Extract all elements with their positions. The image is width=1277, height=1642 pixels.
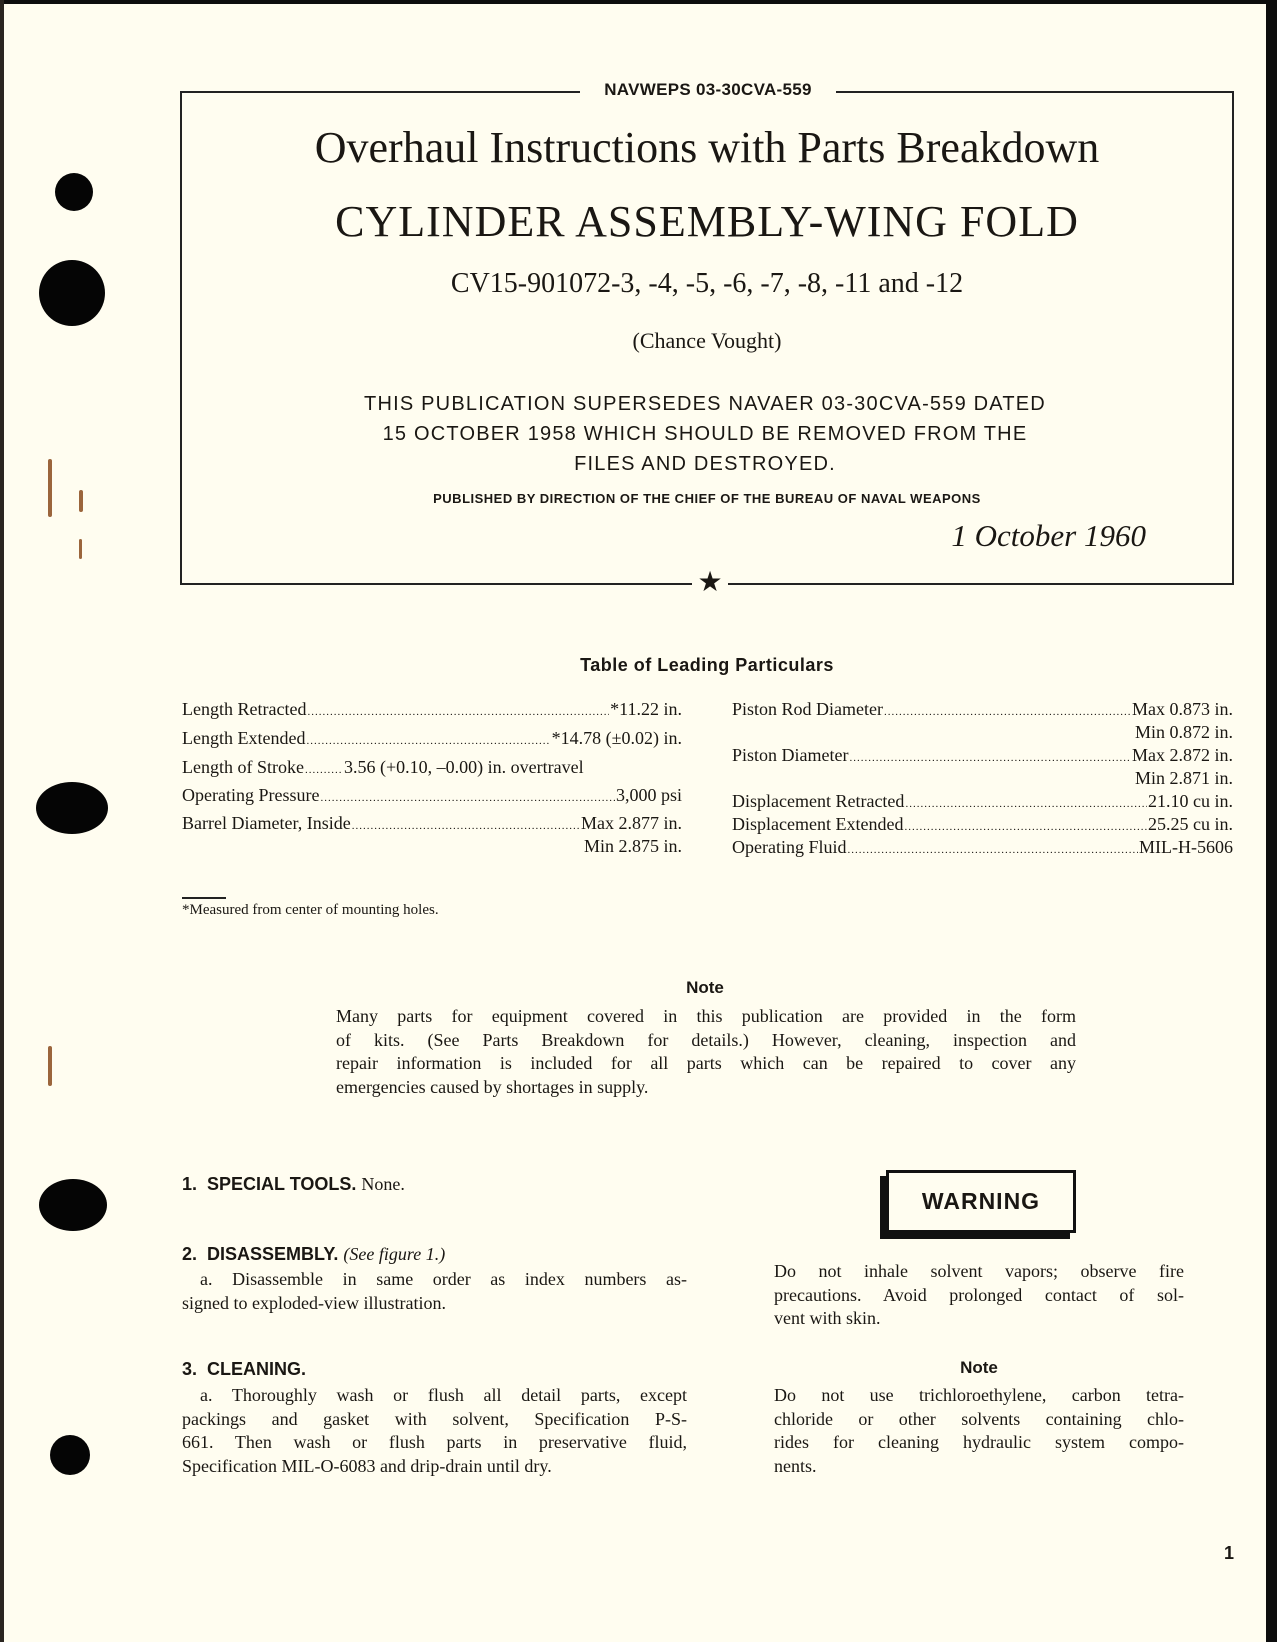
section-cleaning <box>182 1359 306 1380</box>
star-icon: ★ <box>697 567 723 598</box>
particular-label: Displacement Extended <box>732 814 904 834</box>
note-line: Many parts for equipment covered in this publication are provided in the form <box>336 1006 1076 1026</box>
particular-label: Piston Rod Diameter <box>732 699 883 719</box>
section-text: None. <box>361 1174 405 1194</box>
binder-hole-3 <box>36 782 108 834</box>
particular-row <box>182 785 682 808</box>
warning-line: precautions. Avoid prolonged contact of sol- <box>774 1284 1184 1305</box>
document-number: NAVWEPS 03-30CVA-559 <box>604 80 812 99</box>
leader-dots <box>352 820 580 832</box>
warning-line: Do not inhale solvent vapors; observe fire <box>774 1261 1184 1281</box>
part-numbers: CV15-901072-3, -4, -5, -6, -7, -8, -11 and -12 <box>450 268 964 299</box>
particulars-title: Table of Leading Particulars <box>580 655 834 675</box>
section-disassembly <box>182 1244 445 1265</box>
note-line: rides for cleaning hydraulic system compo- <box>774 1432 1184 1452</box>
leader-dots <box>848 844 1139 856</box>
note-line: Do not use trichloroethylene, carbon tetra- <box>774 1385 1184 1405</box>
particular-value: MIL-H-5606 <box>1139 837 1233 857</box>
particular-label: Piston Diameter <box>732 745 849 765</box>
note-line: chloride or other solvents containing chlo- <box>774 1408 1184 1429</box>
section-number: 3. <box>182 1359 198 1379</box>
particular-row <box>732 699 1233 722</box>
particular-sub-value: Min 0.872 in. <box>1134 722 1233 742</box>
para-line: packings and gasket with solvent, Specification P-S- <box>182 1408 687 1429</box>
particular-value: 21.10 cu in. <box>1148 791 1233 811</box>
particular-value: Max 0.873 in. <box>1132 699 1233 719</box>
particular-label: Operating Fluid <box>732 837 847 857</box>
binder-hole-2 <box>39 260 105 326</box>
particular-value: *11.22 in. <box>610 699 682 719</box>
particular-value: 25.25 cu in. <box>1148 814 1233 834</box>
section-number: 1. <box>182 1174 198 1194</box>
leader-dots <box>884 706 1131 718</box>
document-subject: CYLINDER ASSEMBLY-WING FOLD <box>335 197 1079 246</box>
note-line: emergencies caused by shortages in supply. <box>336 1076 649 1097</box>
note-line: nents. <box>774 1455 817 1476</box>
particular-label: Length Extended <box>182 728 306 748</box>
supersedes-notice <box>320 389 1090 479</box>
section-title: DISASSEMBLY. <box>207 1244 339 1264</box>
para-line: a. Disassemble in same order as index numbers as- <box>200 1269 687 1289</box>
supersedes-line: 15 OCTOBER 1958 WHICH SHOULD BE REMOVED FROM THE <box>382 423 1028 445</box>
leader-dots <box>305 764 343 776</box>
particular-value: 3.56 (+0.10, –0.00) in. overtravel <box>343 757 584 777</box>
leader-dots <box>306 735 550 747</box>
leader-dots <box>320 792 615 804</box>
particular-value: Max 2.872 in. <box>1132 745 1233 765</box>
page-number: 1 <box>1224 1543 1235 1563</box>
manufacturer: (Chance Vought) <box>632 328 782 353</box>
document-title: Overhaul Instructions with Parts Breakdown <box>314 123 1100 172</box>
para-line: signed to exploded-view illustration. <box>182 1292 446 1313</box>
rust-stain <box>79 490 83 512</box>
section-title: SPECIAL TOOLS. <box>207 1174 357 1194</box>
warning-line: vent with skin. <box>774 1308 881 1328</box>
frame-rule <box>728 583 1234 585</box>
rust-stain <box>79 539 82 559</box>
particular-label: Length of Stroke <box>182 757 304 777</box>
particular-row <box>182 813 682 836</box>
para-line: Specification MIL-O-6083 and drip-drain until dry. <box>182 1455 552 1476</box>
note-line: of kits. (See Parts Breakdown for details.) However, cleaning, inspection and <box>336 1029 1076 1050</box>
particular-label: Operating Pressure <box>182 785 320 805</box>
particular-label: Barrel Diameter, Inside <box>182 813 351 833</box>
note-body <box>336 1005 1076 1099</box>
leader-dots <box>849 752 1131 764</box>
note-heading: Note <box>960 1358 998 1377</box>
published-by: PUBLISHED BY DIRECTION OF THE CHIEF OF THE BUREAU OF NAVAL WEAPONS <box>433 491 981 506</box>
frame-rule <box>836 91 1234 93</box>
particular-row <box>182 699 682 722</box>
leader-dots <box>905 798 1147 810</box>
figure-reference[interactable]: (See figure 1.) <box>343 1244 446 1264</box>
particular-row <box>732 814 1233 837</box>
section-special-tools <box>182 1174 405 1195</box>
particular-row <box>182 757 682 780</box>
cleaning-paragraph <box>182 1384 687 1478</box>
particular-row <box>182 728 682 751</box>
supersedes-line: FILES AND DESTROYED. <box>574 453 836 475</box>
rust-stain <box>48 1046 52 1086</box>
para-line: 661. Then wash or flush parts in preservative fluid, <box>182 1432 687 1452</box>
frame-rule <box>180 91 580 93</box>
warning-text <box>774 1260 1184 1331</box>
rust-stain <box>48 459 52 517</box>
binder-hole-4 <box>39 1179 107 1231</box>
publication-date: 1 October 1960 <box>951 518 1146 553</box>
supersedes-line: THIS PUBLICATION SUPERSEDES NAVAER 03-30CVA-559 DATED <box>364 393 1046 415</box>
para-line: a. Thoroughly wash or flush all detail parts, except <box>200 1385 687 1405</box>
frame-rule <box>180 583 692 585</box>
particular-row <box>732 837 1233 860</box>
footnote-rule <box>182 897 226 899</box>
particular-row <box>732 791 1233 814</box>
leader-dots <box>904 821 1147 833</box>
warning-badge: WARNING <box>886 1170 1076 1233</box>
cleaning-note-body <box>774 1384 1184 1478</box>
section-title: CLEANING. <box>207 1359 307 1379</box>
document-page <box>4 4 1266 1642</box>
particular-row <box>732 745 1233 768</box>
note-heading: Note <box>686 978 724 997</box>
note-line: repair information is included for all parts which can be repaired to cover any <box>336 1053 1076 1073</box>
particular-label: Displacement Retracted <box>732 791 905 811</box>
particular-value: Max 2.877 in. <box>581 813 682 833</box>
particular-value: 3,000 psi <box>615 785 682 805</box>
disassembly-paragraph <box>182 1268 687 1315</box>
binder-hole-1 <box>55 173 93 211</box>
leader-dots <box>307 706 609 718</box>
particular-label: Length Retracted <box>182 699 307 719</box>
binder-hole-5 <box>50 1435 90 1475</box>
particular-value: *14.78 (±0.02) in. <box>551 728 682 748</box>
particular-sub-value: Min 2.875 in. <box>583 836 682 856</box>
footnote: *Measured from center of mounting holes. <box>182 902 439 918</box>
particular-sub-value: Min 2.871 in. <box>1134 768 1233 788</box>
section-number: 2. <box>182 1244 198 1264</box>
